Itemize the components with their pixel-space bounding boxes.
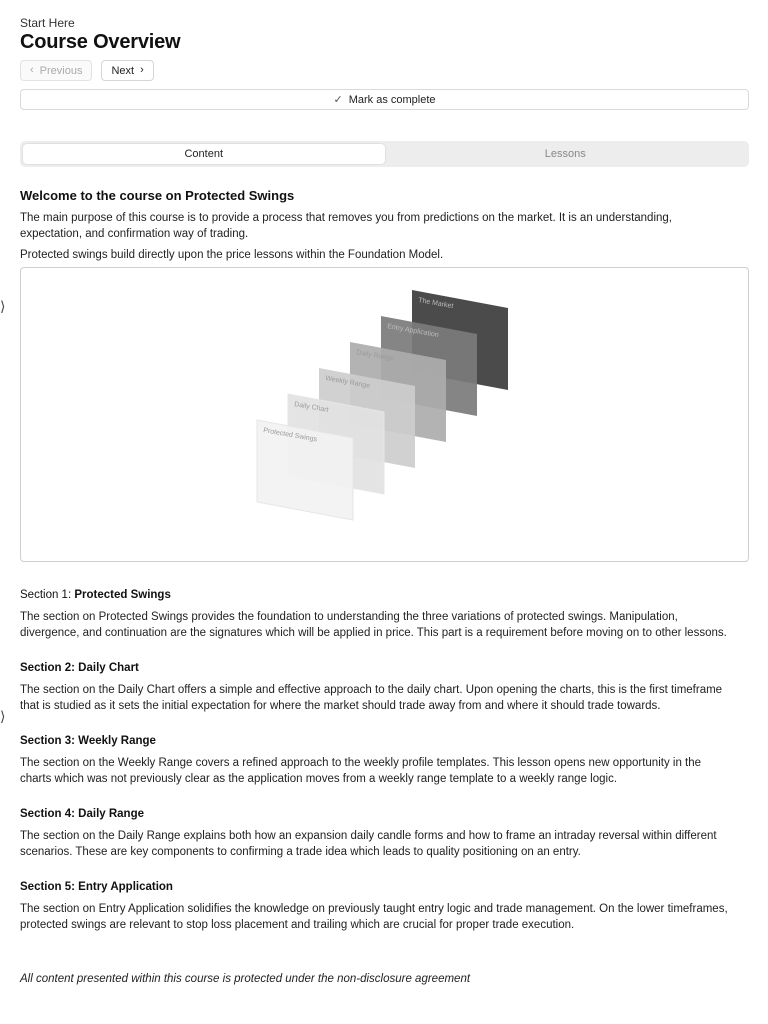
section-body: The section on the Daily Range explains both how an expansion daily candle forms and how to frame an intraday reversal within different scenarios. These are key components to confirming a trade idea which leads to quality positioning on an entry. [20, 830, 717, 858]
intro-title: Welcome to the course on Protected Swings [20, 188, 295, 203]
section-heading [20, 589, 171, 601]
nda-note: All content presented within this course is protected under the non-disclosure agreement [20, 973, 471, 985]
section-body: The section on Entry Application solidifies the knowledge on previously taught entry logic and trade management. On the lower timeframes, protected swings are relevant to stop loss placement and trailing which are crucial for proper trade execution. [20, 903, 728, 931]
section-title: Entry Application [78, 881, 173, 893]
section-title: Daily Range [78, 808, 144, 820]
section-title: Weekly Range [78, 735, 156, 747]
section-title: Daily Chart [78, 662, 139, 674]
section-heading [20, 735, 156, 747]
section-prefix: Section 4: [20, 808, 75, 820]
side-chevron-icon[interactable]: ⟩ [0, 298, 6, 314]
tab-content[interactable]: Content [23, 144, 385, 164]
diagram-layer-label: Daily Chart [293, 401, 329, 414]
pagination-nav [20, 60, 154, 81]
section-prefix: Section 2: [20, 662, 75, 674]
section-prefix: Section 1: [20, 589, 72, 601]
section-heading [20, 881, 173, 893]
intro-paragraph-1: The main purpose of this course is to provide a process that removes you from predictions on the market. It is an understanding, expectation, and confirmation way of trading. [20, 212, 672, 240]
section-prefix: Section 5: [20, 881, 75, 893]
side-chevron-icon[interactable]: ⟩ [0, 708, 6, 724]
section-heading [20, 662, 139, 674]
section-body: The section on Protected Swings provides the foundation to understanding the three variations of protected swings. Manipulation, divergence, and continuation are the signatures which will be applied in price. This part is a requirement before moving on to other lessons. [20, 611, 727, 639]
page-title: Course Overview [20, 31, 181, 53]
section-body: The section on the Weekly Range covers a refined approach to the weekly profile templates. This lesson opens new opportunity in the charts which was not previously clear as the application moves from a weekly range template to a weekly range logic. [20, 757, 702, 785]
next-label: Next [111, 64, 135, 77]
layer-diagram-image [20, 267, 749, 562]
previous-label: Previous [39, 64, 83, 77]
diagram-layer [257, 420, 353, 520]
section-title: Protected Swings [74, 589, 171, 601]
section-body: The section on the Daily Chart offers a simple and effective approach to the daily chart. Upon opening the charts, this is the first timeframe that is studied as it sets the initial expectation for where the market should trade away from and where it should trade towards. [20, 684, 723, 712]
mark-complete-label: Mark as complete [348, 93, 436, 106]
next-button[interactable] [101, 60, 153, 81]
previous-button[interactable] [20, 60, 92, 81]
content-tabs [20, 141, 749, 167]
diagram-layer-label: Entry Application [386, 323, 440, 340]
section-prefix: Section 3: [20, 735, 75, 747]
diagram-layer-label: The Market [417, 297, 454, 311]
chevron-left-icon: ‹ [30, 64, 34, 76]
diagram-layer-label: Daily Range [355, 349, 395, 363]
section-heading [20, 808, 144, 820]
diagram-layer-label: Weekly Range [324, 375, 371, 390]
breadcrumb: Start Here [20, 16, 75, 30]
intro-paragraph-2: Protected swings build directly upon the price lessons within the Foundation Model. [20, 249, 444, 261]
layer-diagram-svg [21, 268, 749, 562]
check-icon: ✓ [333, 94, 343, 106]
mark-complete-button[interactable] [20, 89, 749, 110]
chevron-right-icon: › [140, 64, 144, 76]
tab-lessons[interactable]: Lessons [544, 148, 586, 160]
diagram-layer-label: Protected Swings [262, 427, 318, 444]
